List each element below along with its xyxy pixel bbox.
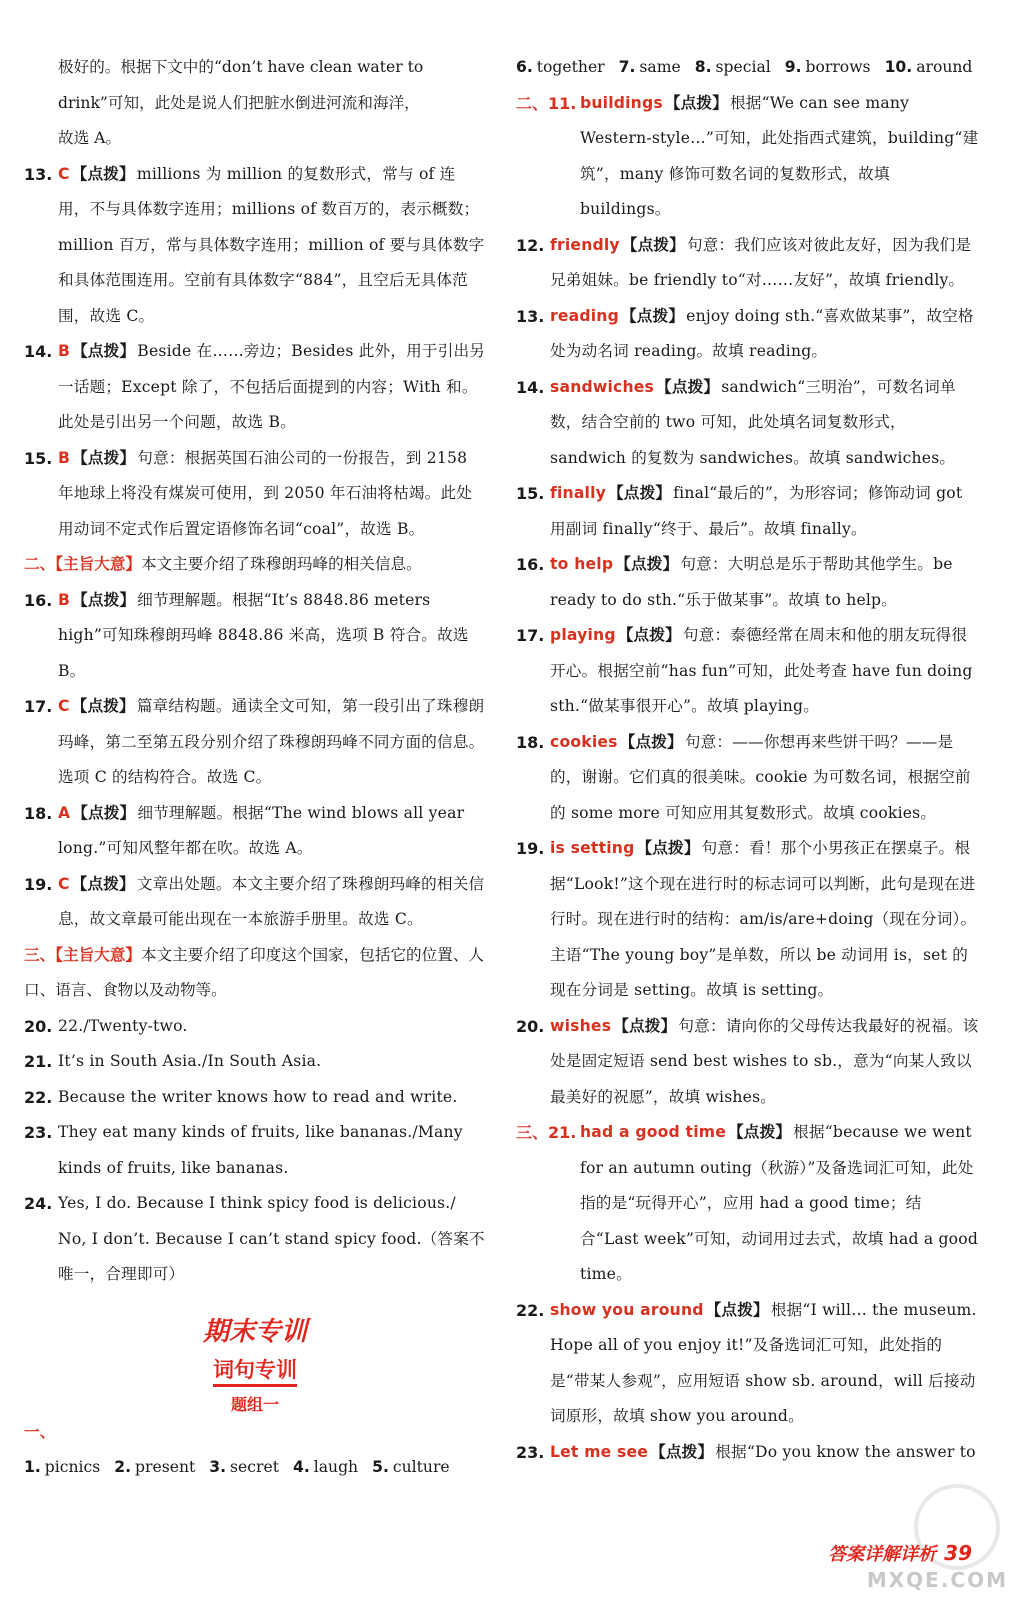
answer-item-r16: [516, 547, 980, 618]
answer-item-r23: [516, 1435, 980, 1471]
answer-letter: B: [58, 590, 71, 609]
explanation: 句意：——你想再来些饼干吗？——是的，谢谢。它们真的很美味。cookie 为可数名词，根据空前的 some more 可知应用其复数形式。故填 cookies。: [550, 732, 971, 822]
explanation: 句意：请向你的父母传达我最好的祝福。该处是固定短语 send best wishes to sb.，意为“向某人致以最美好的祝愿”，故填 wishes。: [550, 1016, 979, 1106]
explanation: sandwich“三明治”，可数名词单数，结合空前的 two 可知，此处填名词复数形式，sandwich 的复数为 sandwiches。故填 sandwiches。: [550, 377, 956, 467]
answer-item-22: [24, 1080, 486, 1116]
item-number: 17.: [24, 697, 53, 716]
page-number: 39: [944, 1541, 972, 1565]
hint-tag: 【点拨】: [650, 1442, 714, 1461]
explanation: 细节理解题。根据“It’s 8848.86 meters high”可知珠穆朗玛峰 8848.86 米高，选项 B 符合。故选 B。: [58, 590, 469, 680]
answer-item-15: [24, 441, 486, 548]
answer-item-r14: [516, 370, 980, 477]
item-number: 22.: [24, 1087, 53, 1107]
item-number: 20.: [24, 1016, 53, 1036]
answer-word: Let me see: [550, 1442, 649, 1461]
answer-text: 22./Twenty-two.: [58, 1016, 188, 1035]
answer-item-r19: [516, 831, 980, 1009]
final-training-title: 期末专训: [202, 1316, 307, 1347]
answer-item-r20: [516, 1009, 980, 1116]
answer-item-r15: [516, 476, 980, 547]
item-number: 19.: [516, 839, 545, 858]
explanation: 句意：看！那个小男孩正在摆桌子。根据“Look!”这个现在进行时的标志词可以判断，此句是现在进行时。现在进行时的结构：am/is/are+doing（现在分词）。主语“The young boy”是单数，所以 be 动词用 is，set 的现在分词是 setting。故填 is setting。: [550, 839, 977, 999]
answer-item-18: [24, 796, 486, 867]
word-answer: special: [715, 58, 771, 76]
item-number: 22.: [516, 1300, 545, 1320]
answer-letter: C: [58, 874, 70, 893]
item-number: 17.: [516, 626, 545, 645]
hint-tag: 【点拨】: [727, 1123, 792, 1141]
item-number: 18.: [516, 732, 545, 752]
word-answer: secret: [230, 1458, 279, 1476]
hint-tag: 【点拨】: [613, 1016, 677, 1035]
intro-line-3: 故选 A。: [58, 129, 121, 147]
word-answer: same: [639, 58, 681, 76]
item-number: 15.: [24, 448, 53, 468]
intro-line-2: drink”可知，此处是说人们把脏水倒进河流和海洋，: [58, 93, 420, 112]
word-number: 2.: [114, 1458, 132, 1476]
word-number: 8.: [694, 58, 712, 76]
subsection-title: [24, 1354, 486, 1384]
word-answer: present: [135, 1458, 196, 1476]
answer-letter: C: [58, 697, 70, 715]
explanation: Beside 在……旁边；Besides 此外，用于引出另一话题；Except 除了，不包括后面提到的内容；With 和。此处是引出另一个问题，故选 B。: [58, 342, 486, 431]
section-summary-text: 本文主要介绍了印度这个国家，包括它的位置、人口、语言、食物以及动物等。: [24, 945, 485, 999]
word-number: 5.: [372, 1458, 389, 1476]
answer-item-14: [24, 334, 486, 441]
answer-word: wishes: [550, 1016, 612, 1035]
answer-text: It’s in South Asia./In South Asia.: [58, 1052, 322, 1070]
explanation: 句意：根据英国石油公司的一份报告，到 2158 年地球上将没有煤炭可使用，到 2050 年石油将枯竭。此处用动词不定式作后置定语修饰名词“coal”，故选 B。: [58, 448, 473, 538]
answer-letter: C: [58, 164, 70, 183]
answer-item-17: [24, 689, 486, 796]
word-answer: together: [536, 58, 605, 76]
answer-item-16: [24, 583, 486, 690]
word-number: 6.: [516, 58, 533, 76]
answer-item-20: [24, 1009, 486, 1045]
item-number: 20.: [516, 1016, 545, 1036]
hint-tag: 【点拨】: [615, 555, 679, 573]
item-number: 14.: [516, 377, 545, 397]
explanation: 句意：大明总是乐于帮助其他学生。be ready to do sth.“乐于做某事”。故填 to help。: [550, 555, 953, 609]
answer-letter: B: [58, 342, 71, 360]
hint-tag: 【点拨】: [617, 626, 681, 644]
section-heading: 三、【主旨大意】: [24, 945, 141, 964]
intro-text: [24, 50, 486, 157]
word-answers-1-5: [24, 1415, 486, 1486]
item-number: 16.: [516, 555, 545, 574]
answer-item-r21: [516, 1115, 980, 1293]
section-2-summary: [24, 547, 486, 583]
item-number: 三、21.: [516, 1123, 577, 1142]
explanation: 篇章结构题。通读全文可知，第一段引出了珠穆朗玛峰，第二至第五段分别介绍了珠穆朗玛峰不同方面的信息。选项 C 的结构符合。故选 C。: [58, 697, 485, 786]
left-column: [24, 50, 486, 1486]
word-number: 3.: [209, 1458, 227, 1476]
answer-text: They eat many kinds of fruits, like bananas./Many kinds of fruits, like bananas.: [58, 1123, 463, 1177]
item-number: 二、11.: [516, 93, 577, 113]
item-number: 19.: [24, 874, 53, 894]
answer-item-23: [24, 1115, 486, 1186]
item-number: 12.: [516, 235, 545, 255]
explanation: final“最后的”，为形容词；修饰动词 got 用副词 finally“终于、最后”。故填 finally。: [550, 484, 963, 538]
explanation: 根据“I will… the museum. Hope all of you enjoy it!”及备选词汇可知，此处指的是“带某人参观”，应用短语 show sb. around，will 后接动词原形，故填 show you around。: [550, 1300, 977, 1425]
hint-tag: 【点拨】: [71, 697, 135, 715]
answer-item-19: [24, 867, 486, 938]
word-answer: laugh: [313, 1458, 359, 1476]
answer-word: had a good time: [580, 1123, 726, 1141]
hint-tag: 【点拨】: [619, 732, 683, 751]
hint-tag: 【点拨】: [608, 484, 672, 502]
answer-item-r11: [516, 86, 980, 228]
word-number: 9.: [784, 58, 802, 76]
item-number: 23.: [24, 1123, 53, 1142]
answer-word: show you around: [550, 1300, 704, 1319]
word-number: 10.: [884, 58, 913, 76]
section-summary-text: 本文主要介绍了珠穆朗玛峰的相关信息。: [140, 555, 422, 573]
hint-tag: 【点拨】: [664, 93, 728, 112]
answer-item-r17: [516, 618, 980, 725]
answer-item-r22: [516, 1293, 980, 1435]
explanation: 根据“because we went for an autumn outing（秋游）”及备选词汇可知，此处指的是“玩得开心”，应用 had a good time；结合“Last week”可知，动词用过去式，故填 had a good time。: [580, 1123, 979, 1283]
section-3-summary: [24, 938, 486, 1009]
answer-word: cookies: [550, 732, 618, 751]
item-number: 24.: [24, 1194, 53, 1213]
explanation: 细节理解题。根据“The wind blows all year long.”可知风整年都在吹。故选 A。: [58, 803, 465, 857]
word-answer: culture: [392, 1458, 450, 1476]
answer-text: Because the writer knows how to read and write.: [58, 1087, 458, 1106]
word-answers-6-10: [516, 50, 980, 86]
word-number: 4.: [292, 1458, 310, 1476]
section-heading: 一、: [24, 1422, 56, 1441]
answer-word: to help: [550, 555, 614, 573]
intro-line-1: 极好的。根据下文中的“don’t have clean water to: [58, 58, 424, 76]
explanation: 句意：泰德经常在周末和他的朋友玩得很开心。根据空前“has fun”可知，此处考查 have fun doing sth.“做某事很开心”。故填 playing。: [550, 626, 973, 715]
explanation: 文章出处题。本文主要介绍了珠穆朗玛峰的相关信息，故文章最可能出现在一本旅游手册里。故选 C。: [58, 874, 485, 928]
hint-tag: 【点拨】: [621, 235, 685, 254]
hint-tag: 【点拨】: [636, 839, 700, 857]
word-number: 1.: [24, 1458, 41, 1476]
answer-letter: A: [58, 803, 71, 822]
explanation: 句意：我们应该对彼此友好，因为我们是兄弟姐妹。be friendly to“对……友好”，故填 friendly。: [550, 235, 972, 289]
answer-word: playing: [550, 626, 616, 644]
answer-item-13: [24, 157, 486, 335]
answer-item-r12: [516, 228, 980, 299]
hint-tag: 【点拨】: [72, 803, 136, 822]
hint-tag: 【点拨】: [71, 874, 135, 893]
item-number: 18.: [24, 803, 53, 823]
item-number: 15.: [516, 484, 545, 503]
answer-item-21: [24, 1044, 486, 1080]
word-answer: picnics: [44, 1458, 101, 1476]
answer-word: finally: [550, 484, 607, 502]
word-answer: around: [916, 58, 973, 76]
hint-tag: 【点拨】: [705, 1300, 769, 1319]
hint-tag: 【点拨】: [72, 590, 136, 609]
explanation: enjoy doing sth.“喜欢做某事”，故空格处为动名词 reading。故填 reading。: [550, 306, 974, 360]
answer-word: friendly: [550, 235, 620, 254]
item-number: 21.: [24, 1052, 53, 1071]
subsection-title-text: 词句专训: [213, 1358, 297, 1387]
hint-tag: 【点拨】: [656, 377, 720, 396]
answer-word: is setting: [550, 839, 635, 857]
section-heading: 二、【主旨大意】: [24, 555, 141, 573]
answer-item-r18: [516, 725, 980, 832]
item-number: 14.: [24, 342, 53, 361]
answer-word: sandwiches: [550, 377, 655, 396]
group-title: 题组一: [230, 1394, 279, 1414]
item-number: 13.: [24, 164, 53, 184]
answer-text: Yes, I do. Because I think spicy food is delicious./ No, I don’t. Because I can’t stand spicy food.（答案不唯一，合理即可）: [58, 1194, 485, 1283]
footer-label: 答案详解详析: [828, 1544, 937, 1565]
hint-tag: 【点拨】: [620, 306, 685, 325]
explanation: millions 为 million 的复数形式，常与 of 连用，不与具体数字连用；millions of 数百万的，表示概数；million 百万，常与具体数字连用；million of 要与具体数字和具体范围连用。空前有具体数字“884”，且空后无具体范围，故选 C。: [58, 164, 485, 325]
item-number: 16.: [24, 590, 53, 610]
explanation: 根据“Do you know the answer to: [715, 1442, 976, 1461]
answer-item-r13: [516, 299, 980, 370]
answer-word: buildings: [580, 93, 663, 112]
hint-tag: 【点拨】: [71, 164, 135, 183]
right-column: [516, 50, 980, 1470]
item-number: 23.: [516, 1442, 545, 1462]
hint-tag: 【点拨】: [72, 448, 136, 467]
item-number: 13.: [516, 306, 545, 326]
answer-item-24: [24, 1186, 486, 1293]
answer-word: reading: [550, 306, 619, 325]
answer-letter: B: [58, 448, 71, 467]
word-number: 7.: [618, 58, 636, 76]
explanation: 根据“We can see many Western-style…”可知，此处指西式建筑，building“建筑”，many 修饰可数名词的复数形式，故填 buildings。: [580, 93, 979, 218]
word-answer: borrows: [805, 58, 871, 76]
watermark-text: MXQE.COM: [866, 1568, 1008, 1592]
hint-tag: 【点拨】: [72, 342, 136, 360]
page-footer: [828, 1540, 972, 1566]
